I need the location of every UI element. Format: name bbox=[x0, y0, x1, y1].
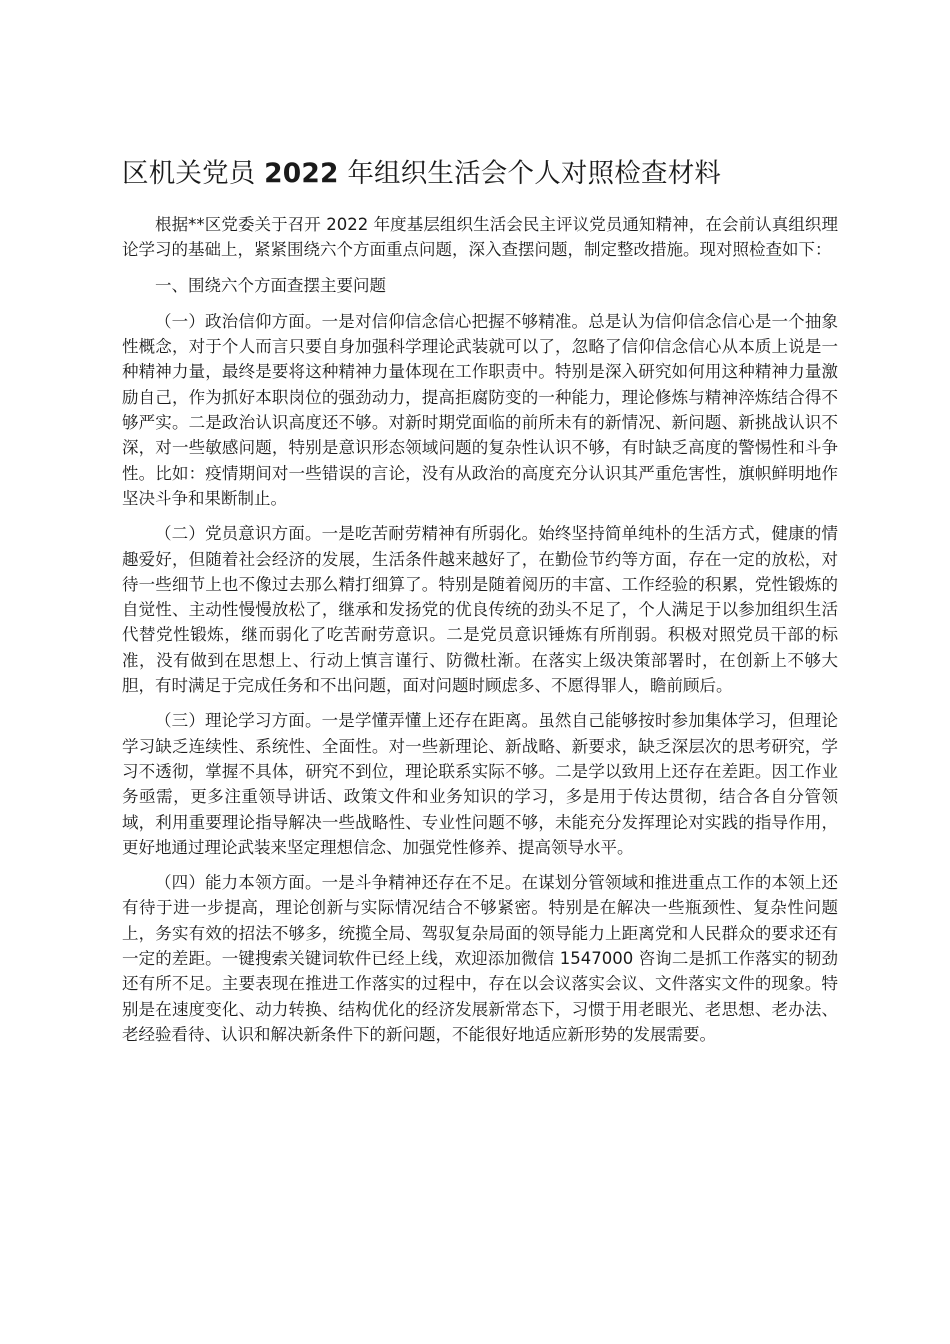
title-year: 2022 bbox=[264, 158, 339, 189]
document-page bbox=[122, 150, 838, 1057]
document-title bbox=[122, 150, 838, 198]
intro-paragraph: 根据**区党委关于召开 2022 年度基层组织生活会民主评议党员通知精神，在会前认真组织理论学习的基础上，紧紧围绕六个方面重点问题，深入查摆问题，制定整改措施。现对照检查如下： bbox=[122, 215, 838, 260]
paragraph-party-awareness: （二）党员意识方面。一是吃苦耐劳精神有所弱化。始终坚持简单纯朴的生活方式，健康的情趣爱好，但随着社会经济的发展，生活条件越来越好了，在勤俭节约等方面，存在一定的放松，对待一些细节上也不像过去那么精打细算了。特别是随着阅历的丰富、工作经验的积累，党性锻炼的自觉性、主动性慢慢放松了，继承和发扬党的优良传统的劲头不足了，个人满足于以参加组织生活代替党性锻炼，继而弱化了吃苦耐劳意识。二是党员意识锤炼有所削弱。积极对照党员干部的标准，没有做到在思想上、行动上慎言谨行、防微杜渐。在落实上级决策部署时，在创新上不够大胆，有时满足于完成任务和不出问题，面对问题时顾虑多、不愿得罪人，瞻前顾后。 bbox=[122, 524, 838, 696]
paragraph-ability: （四）能力本领方面。一是斗争精神还存在不足。在谋划分管领域和推进重点工作的本领上还有待于进一步提高，理论创新与实际情况结合不够紧密。特别是在解决一些瓶颈性、复杂性问题上，务实有效的招法不够多，统揽全局、驾驭复杂局面的领导能力上距离党和人民群众的要求还有一定的差距。一键搜索关键词软件已经上线，欢迎添加微信 1547000 咨询二是抓工作落实的韧劲还有所不足。主要表现在推进工作落实的过程中，存在以会议落实会议、文件落实文件的现象。特别是在速度变化、动力转换、结构优化的经济发展新常态下，习惯于用老眼光、老思想、老办法、老经验看待、认识和解决新条件下的新问题，不能很好地适应新形势的发展需要。 bbox=[122, 873, 838, 1044]
paragraph-theory-study: （三）理论学习方面。一是学懂弄懂上还存在距离。虽然自己能够按时参加集体学习，但理论学习缺乏连续性、系统性、全面性。对一些新理论、新战略、新要求，缺乏深层次的思考研究，学习不透彻，掌握不具体，研究不到位，理论联系实际不够。二是学以致用上还存在差距。因工作业务亟需，更多注重领导讲话、政策文件和业务知识的学习，多是用于传达贯彻，结合各自分管领域，利用重要理论指导解决一些战略性、专业性问题不够，未能充分发挥理论对实践的指导作用，更好地通过理论武装来坚定理想信念、加强党性修养、提高领导水平。 bbox=[122, 711, 838, 857]
paragraph-political-belief: （一）政治信仰方面。一是对信仰信念信心把握不够精准。总是认为信仰信念信心是一个抽象性概念，对于个人而言只要自身加强科学理论武装就可以了，忽略了信仰信念信心从本质上说是一种精神力量，最终是要将这种精神力量体现在工作职责中。特别是深入研究如何用这种精神力量激励自己，作为抓好本职岗位的强劲动力，提高拒腐防变的一种能力，理论修炼与精神淬炼结合得不够严实。二是政治认识高度还不够。对新时期党面临的前所未有的新情况、新问题、新挑战认识不深，对一些敏感问题，特别是意识形态领域问题的复杂性认识不够，有时缺乏高度的警惕性和斗争性。比如：疫情期间对一些错误的言论，没有从政治的高度充分认识其严重危害性，旗帜鲜明地作坚决斗争和果断制止。 bbox=[122, 311, 838, 508]
section-heading: 一、围绕六个方面查摆主要问题 bbox=[155, 275, 386, 295]
title-prefix: 区机关党员 bbox=[122, 158, 256, 189]
title-suffix: 年组织生活会个人对照检查材料 bbox=[347, 158, 722, 189]
